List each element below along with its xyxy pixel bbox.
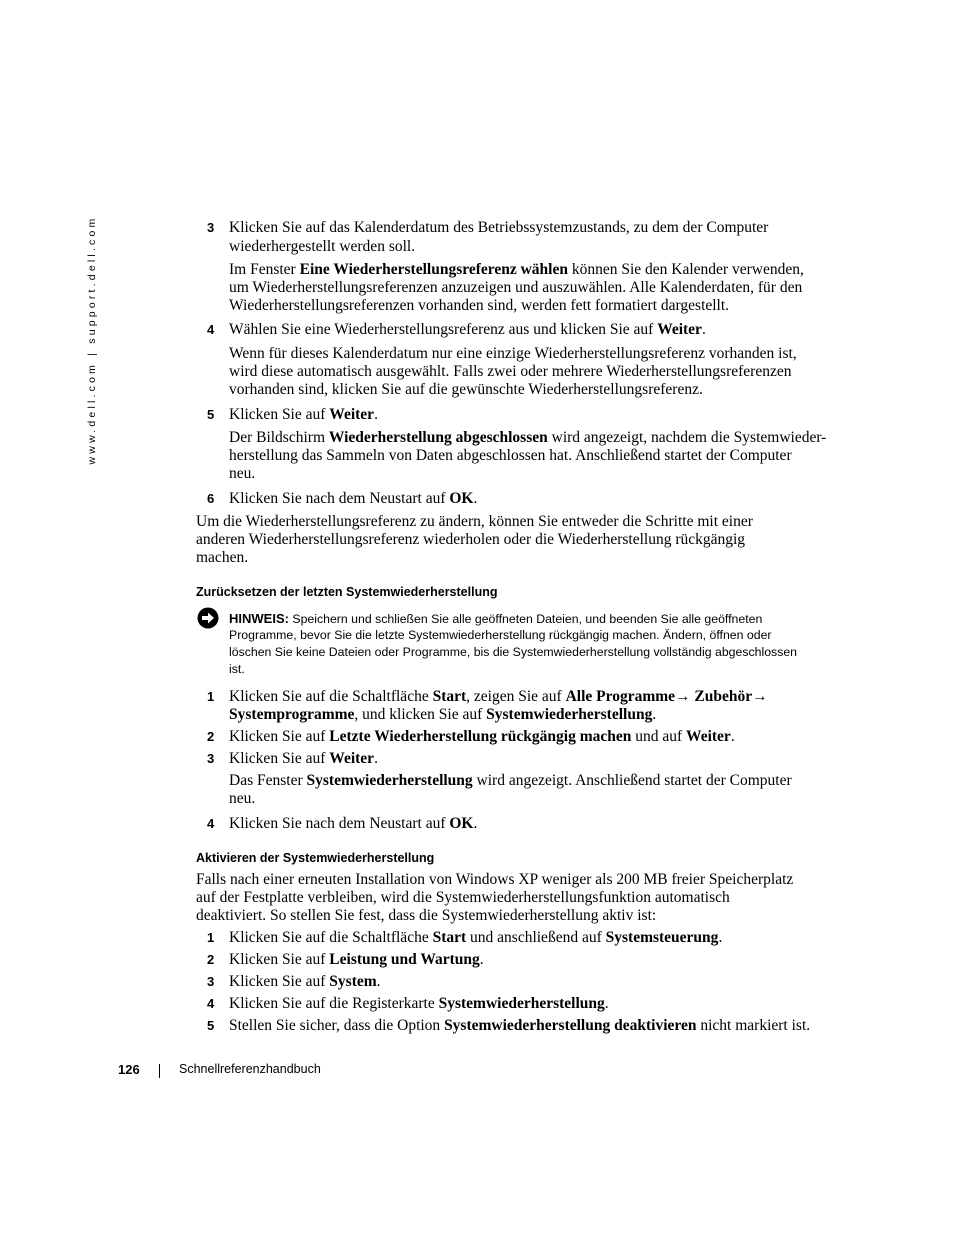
body-paragraph: machen. bbox=[196, 549, 249, 566]
step-number: 1 bbox=[207, 689, 215, 704]
step-detail: wird diese automatisch ausgewählt. Falls zwei oder mehrere Wiederherstellungsreferenzen bbox=[229, 363, 792, 380]
sidebar-website-url: www.dell.com | support.dell.com bbox=[86, 215, 98, 465]
notice-text: HINWEIS: Speichern und schließen Sie alle geöffneten Dateien, und beenden Sie alle geöffneten bbox=[229, 611, 763, 626]
step-detail: Wenn für dieses Kalenderdatum nur eine einzige Wiederherstellungsreferenz vorhanden ist, bbox=[229, 345, 797, 362]
step-text: Klicken Sie auf Leistung und Wartung. bbox=[229, 951, 484, 968]
notice-text: Programme, bevor Sie die letzte Systemwiederherstellung rückgängig machen. Ändern, öffnen oder bbox=[229, 628, 772, 642]
step-text: Klicken Sie auf die Registerkarte Systemwiederherstellung. bbox=[229, 995, 609, 1012]
step-detail: um Wiederherstellungsreferenzen anzuzeigen und auszuwählen. Alle Kalenderdaten, für den bbox=[229, 279, 803, 296]
step-number: 3 bbox=[207, 220, 215, 235]
step-text: Klicken Sie auf das Kalenderdatum des Betriebssystemzustands, zu dem der Computer bbox=[229, 219, 769, 236]
body-paragraph: Falls nach einer erneuten Installation von Windows XP weniger als 200 MB freier Speicherplatz bbox=[196, 871, 794, 888]
step-detail: neu. bbox=[229, 790, 256, 807]
page-number: 126 bbox=[118, 1062, 140, 1077]
body-paragraph: anderen Wiederherstellungsreferenz wiederholen oder die Wiederherstellung rückgängig bbox=[196, 531, 746, 548]
step-detail: neu. bbox=[229, 465, 256, 482]
step-text: Klicken Sie auf Weiter. bbox=[229, 750, 378, 767]
step-detail: Im Fenster Eine Wiederherstellungsreferenz wählen können Sie den Kalender verwenden, bbox=[229, 261, 804, 278]
footer-title: Schnellreferenzhandbuch bbox=[179, 1062, 321, 1076]
step-number: 6 bbox=[207, 491, 215, 506]
step-detail: Der Bildschirm Wiederherstellung abgeschlossen wird angezeigt, nachdem die Systemwieder- bbox=[229, 429, 827, 446]
footer-divider bbox=[159, 1064, 160, 1078]
notice-text: löschen Sie keine Dateien oder Programme, bis die Systemwiederherstellung vollständig abgeschlossen bbox=[229, 645, 798, 659]
step-text: wiederhergestellt werden soll. bbox=[229, 238, 416, 255]
step-text: Klicken Sie auf die Schaltfläche Start und anschließend auf Systemsteuerung. bbox=[229, 929, 723, 946]
notice-text: ist. bbox=[229, 662, 245, 676]
step-number: 4 bbox=[207, 322, 215, 337]
step-text: Klicken Sie auf Letzte Wiederherstellung rückgängig machen und auf Weiter. bbox=[229, 728, 735, 745]
step-text: Wählen Sie eine Wiederherstellungsreferenz aus und klicken Sie auf Weiter. bbox=[229, 321, 706, 338]
body-paragraph: Um die Wiederherstellungsreferenz zu ändern, können Sie entweder die Schritte mit einer bbox=[196, 513, 753, 530]
section-heading: Zurücksetzen der letzten Systemwiederherstellung bbox=[196, 585, 498, 599]
step-number: 3 bbox=[207, 751, 215, 766]
step-text: Klicken Sie nach dem Neustart auf OK. bbox=[229, 815, 478, 832]
step-number: 4 bbox=[207, 816, 215, 831]
step-text: Systemprogramme, und klicken Sie auf Systemwiederherstellung. bbox=[229, 706, 657, 723]
step-number: 4 bbox=[207, 996, 215, 1011]
step-text: Klicken Sie nach dem Neustart auf OK. bbox=[229, 490, 478, 507]
step-detail: herstellung das Sammeln von Daten abgeschlossen hat. Anschließend startet der Computer bbox=[229, 447, 792, 464]
step-text: Klicken Sie auf die Schaltfläche Start, zeigen Sie auf Alle Programme→ Zubehör→ bbox=[229, 688, 768, 705]
step-number: 5 bbox=[207, 407, 215, 422]
section-heading: Aktivieren der Systemwiederherstellung bbox=[196, 851, 435, 865]
step-number: 2 bbox=[207, 729, 215, 744]
step-detail: Wiederherstellungsreferenzen vorhanden sind, werden fett formatiert dargestellt. bbox=[229, 297, 730, 314]
step-number: 5 bbox=[207, 1018, 215, 1033]
step-number: 1 bbox=[207, 930, 215, 945]
step-number: 2 bbox=[207, 952, 215, 967]
notice-arrow-icon bbox=[197, 607, 219, 629]
body-paragraph: deaktiviert. So stellen Sie fest, dass die Systemwiederherstellung aktiv ist: bbox=[196, 907, 657, 924]
body-paragraph: auf der Festplatte verbleiben, wird die Systemwiederherstellungsfunktion automatisch bbox=[196, 889, 730, 906]
step-text: Stellen Sie sicher, dass die Option Systemwiederherstellung deaktivieren nicht markiert ist. bbox=[229, 1017, 811, 1034]
step-detail: vorhanden sind, klicken Sie auf die gewünschte Wiederherstellungsreferenz. bbox=[229, 381, 703, 398]
step-detail: Das Fenster Systemwiederherstellung wird angezeigt. Anschließend startet der Computer bbox=[229, 772, 792, 789]
step-number: 3 bbox=[207, 974, 215, 989]
step-text: Klicken Sie auf System. bbox=[229, 973, 381, 990]
step-text: Klicken Sie auf Weiter. bbox=[229, 406, 378, 423]
